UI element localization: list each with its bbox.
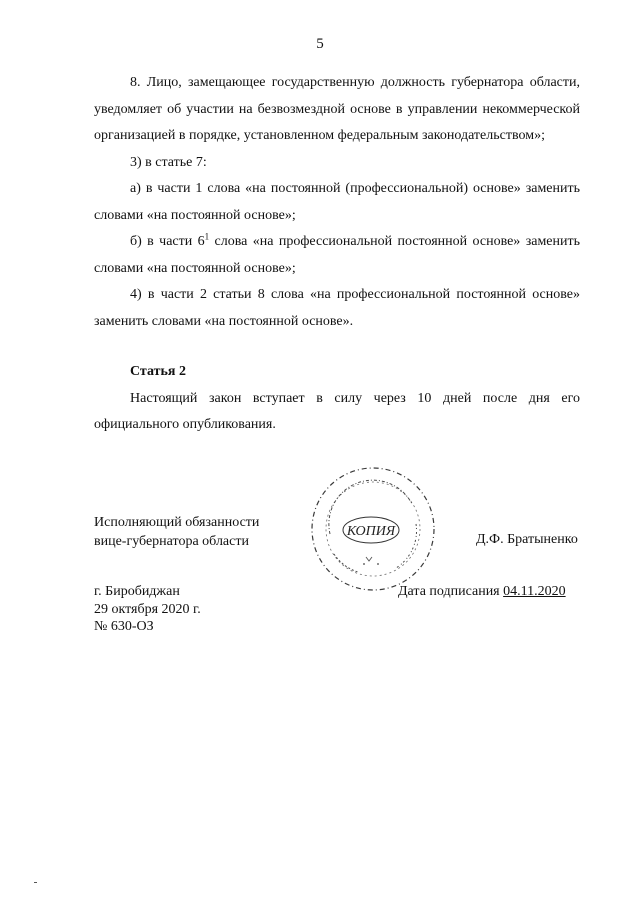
city: г. Биробиджан [94,584,180,599]
stamp-label: КОПИЯ [346,524,396,539]
law-number: № 630-ОЗ [94,619,154,634]
paragraph-article-7-intro: 3) в статье 7: [130,154,207,170]
paragraph-item-a: а) в части 1 слова «на постоянной (профессиональной) основе» заменить словами «на постоянной основе»; [94,181,580,223]
item-b-text-start: б) в части 6 [130,234,205,249]
paragraph-item-4: 4) в части 2 статьи 8 слова «на профессиональной постоянной основе» заменить словами «на постоянной основе». [94,287,580,329]
signer-title-line-2: вице-губернатора области [94,534,249,549]
item-b-superscript: 1 [204,231,210,242]
stamp-graphic [308,464,438,594]
copy-stamp [308,464,438,594]
scan-mark [34,882,37,883]
paragraph-governor-notice: 8. Лицо, замещающее государственную должность губернатора области, уведомляет об участии на безвозмездной основе в управлении некоммерческой организацией в порядке, установленном федеральным законодательством»; [94,75,580,143]
place-and-date-block [94,583,201,636]
page-number: 5 [316,36,324,52]
paragraph-item-b [94,229,580,282]
signer-name: Д.Ф. Братыненко [476,532,578,547]
signing-date-value: 04.11.2020 [503,584,566,599]
signer-title-line-1: Исполняющий обязанности [94,515,260,530]
law-text [94,70,580,439]
article-2-text: Настоящий закон вступает в силу через 10 дней после дня его официального опубликования. [94,390,580,432]
item-b-text-end: слова «на профессиональной постоянной основе» заменить словами «на постоянной основе»; [94,234,581,276]
signer-title [94,513,259,551]
adoption-date: 29 октября 2020 г. [94,601,201,617]
signing-date-label: Дата подписания [398,584,500,599]
article-2-heading: Статья 2 [130,364,186,379]
signing-date-block [398,583,566,601]
